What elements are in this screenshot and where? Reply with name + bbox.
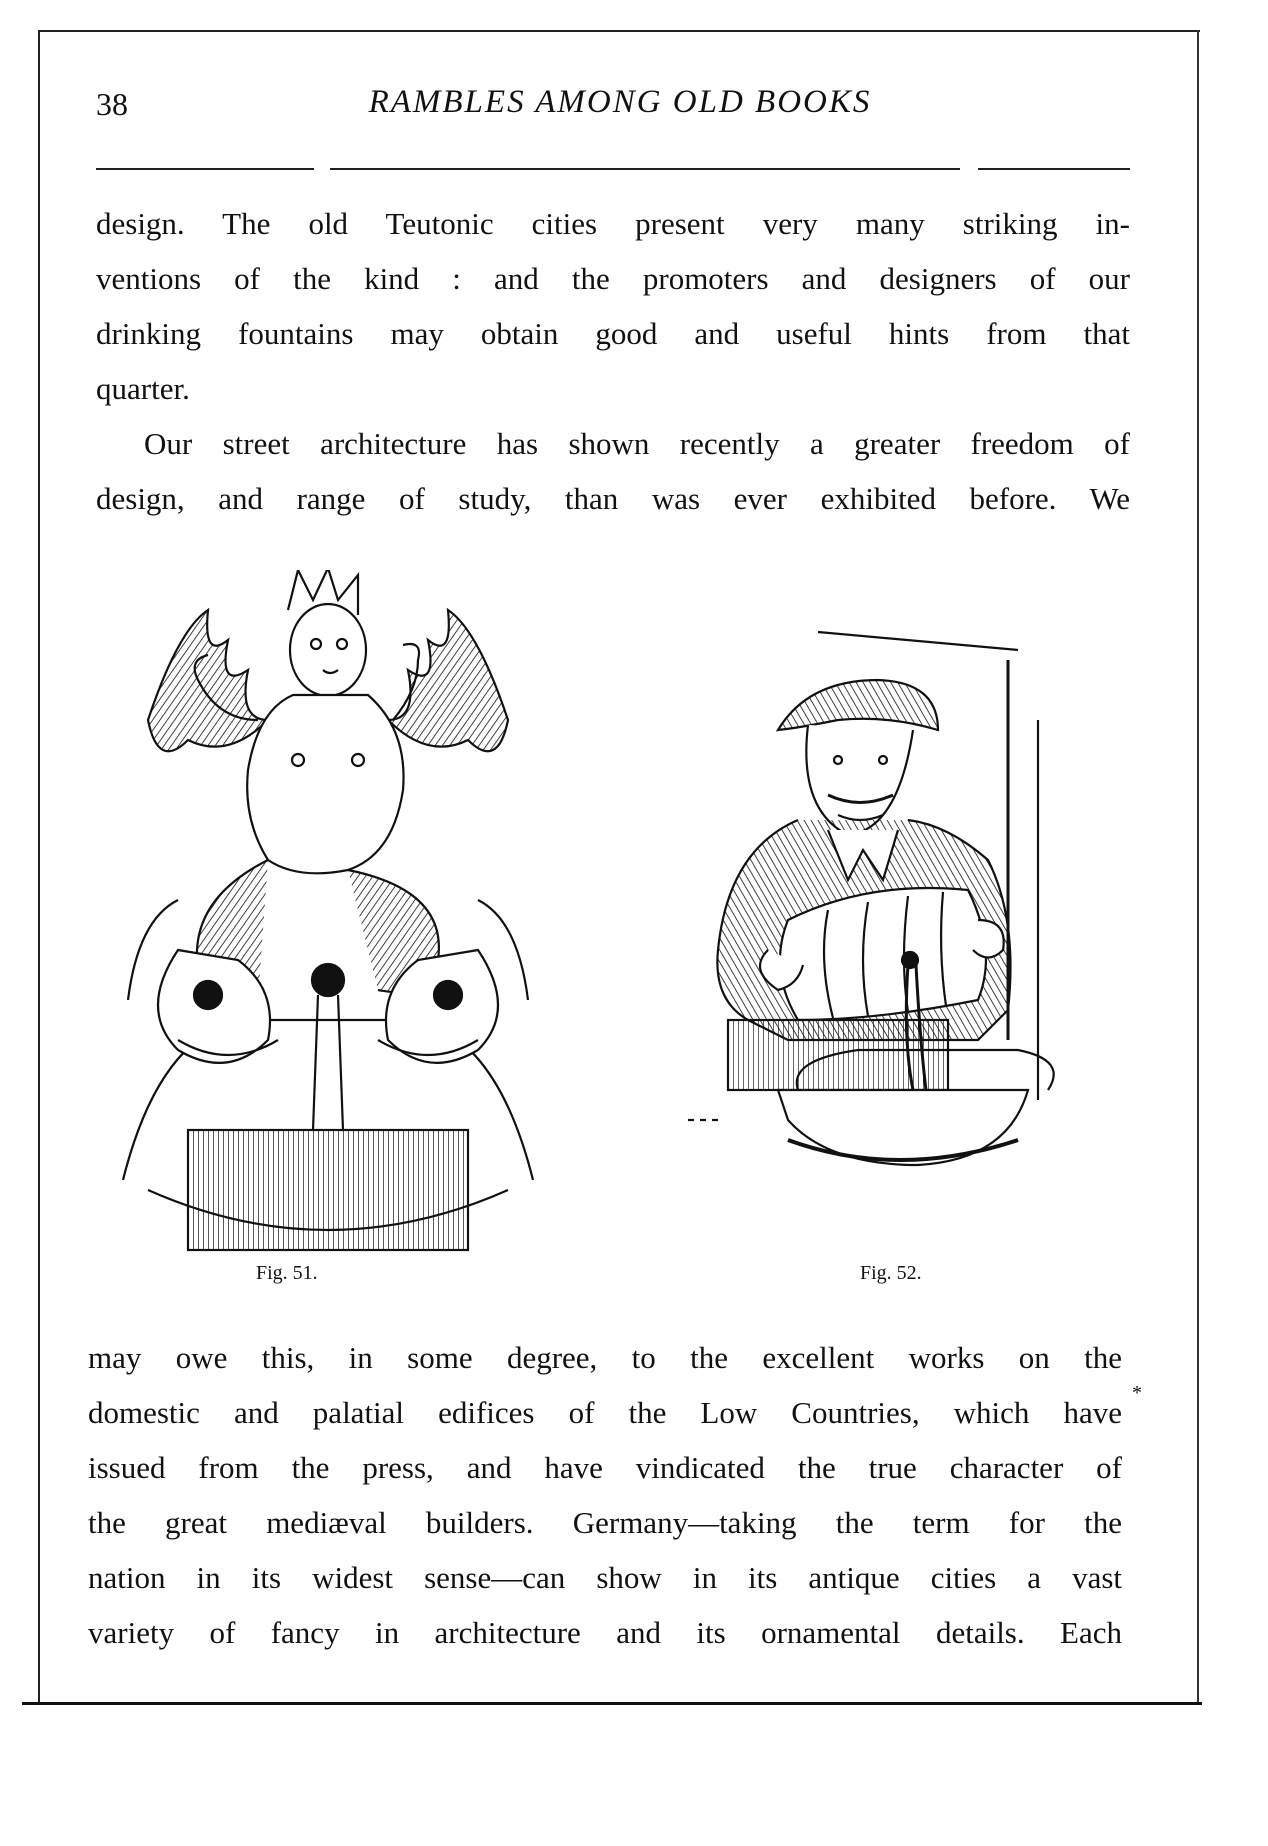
page-border-left xyxy=(38,30,40,1705)
text-line: ventions of the kind : and the promoters and designers of our xyxy=(96,261,1130,296)
text-line: may owe this, in some degree, to the excellent works on the xyxy=(88,1340,1122,1375)
asterisk-mark: * xyxy=(1132,1382,1142,1404)
text-line: quarter. xyxy=(96,371,190,406)
page-border-top xyxy=(38,30,1200,32)
text-line: design. The old Teutonic cities present very many striking in- xyxy=(96,206,1130,241)
paragraph-1 xyxy=(96,196,1130,416)
running-title: RAMBLES AMONG OLD BOOKS xyxy=(368,84,872,120)
header-rule-left xyxy=(96,168,314,170)
paragraph-2 xyxy=(96,416,1130,526)
header-rule-middle xyxy=(330,168,960,170)
text-line: nation in its widest sense—can show in its antique cities a vast xyxy=(88,1560,1122,1595)
page-number: 38 xyxy=(96,86,128,122)
text-line: Our street architecture has shown recently a greater freedom of xyxy=(144,426,1130,461)
text-line: domestic and palatial edifices of the Low Countries, which have xyxy=(88,1395,1122,1430)
text-line: design, and range of study, than was ever exhibited before. We xyxy=(96,481,1130,516)
paragraph-3 xyxy=(88,1330,1122,1660)
text-line: drinking fountains may obtain good and useful hints from that xyxy=(96,316,1130,351)
page-border-bottom xyxy=(22,1702,1202,1705)
text-line: issued from the press, and have vindicated the true character of xyxy=(88,1450,1122,1485)
page-border-right xyxy=(1197,30,1199,1705)
text-line: the great mediæval builders. Germany—taking the term for the xyxy=(88,1505,1122,1540)
figure-51-caption: Fig. 51. xyxy=(256,1262,318,1284)
figure-52-caption: Fig. 52. xyxy=(860,1262,922,1284)
figure-52-barrel-man xyxy=(688,620,1108,1260)
figure-51-mermaid-fountain xyxy=(118,570,538,1270)
text-line: variety of fancy in architecture and its ornamental details. Each xyxy=(88,1615,1122,1650)
header-rule-right xyxy=(978,168,1130,170)
